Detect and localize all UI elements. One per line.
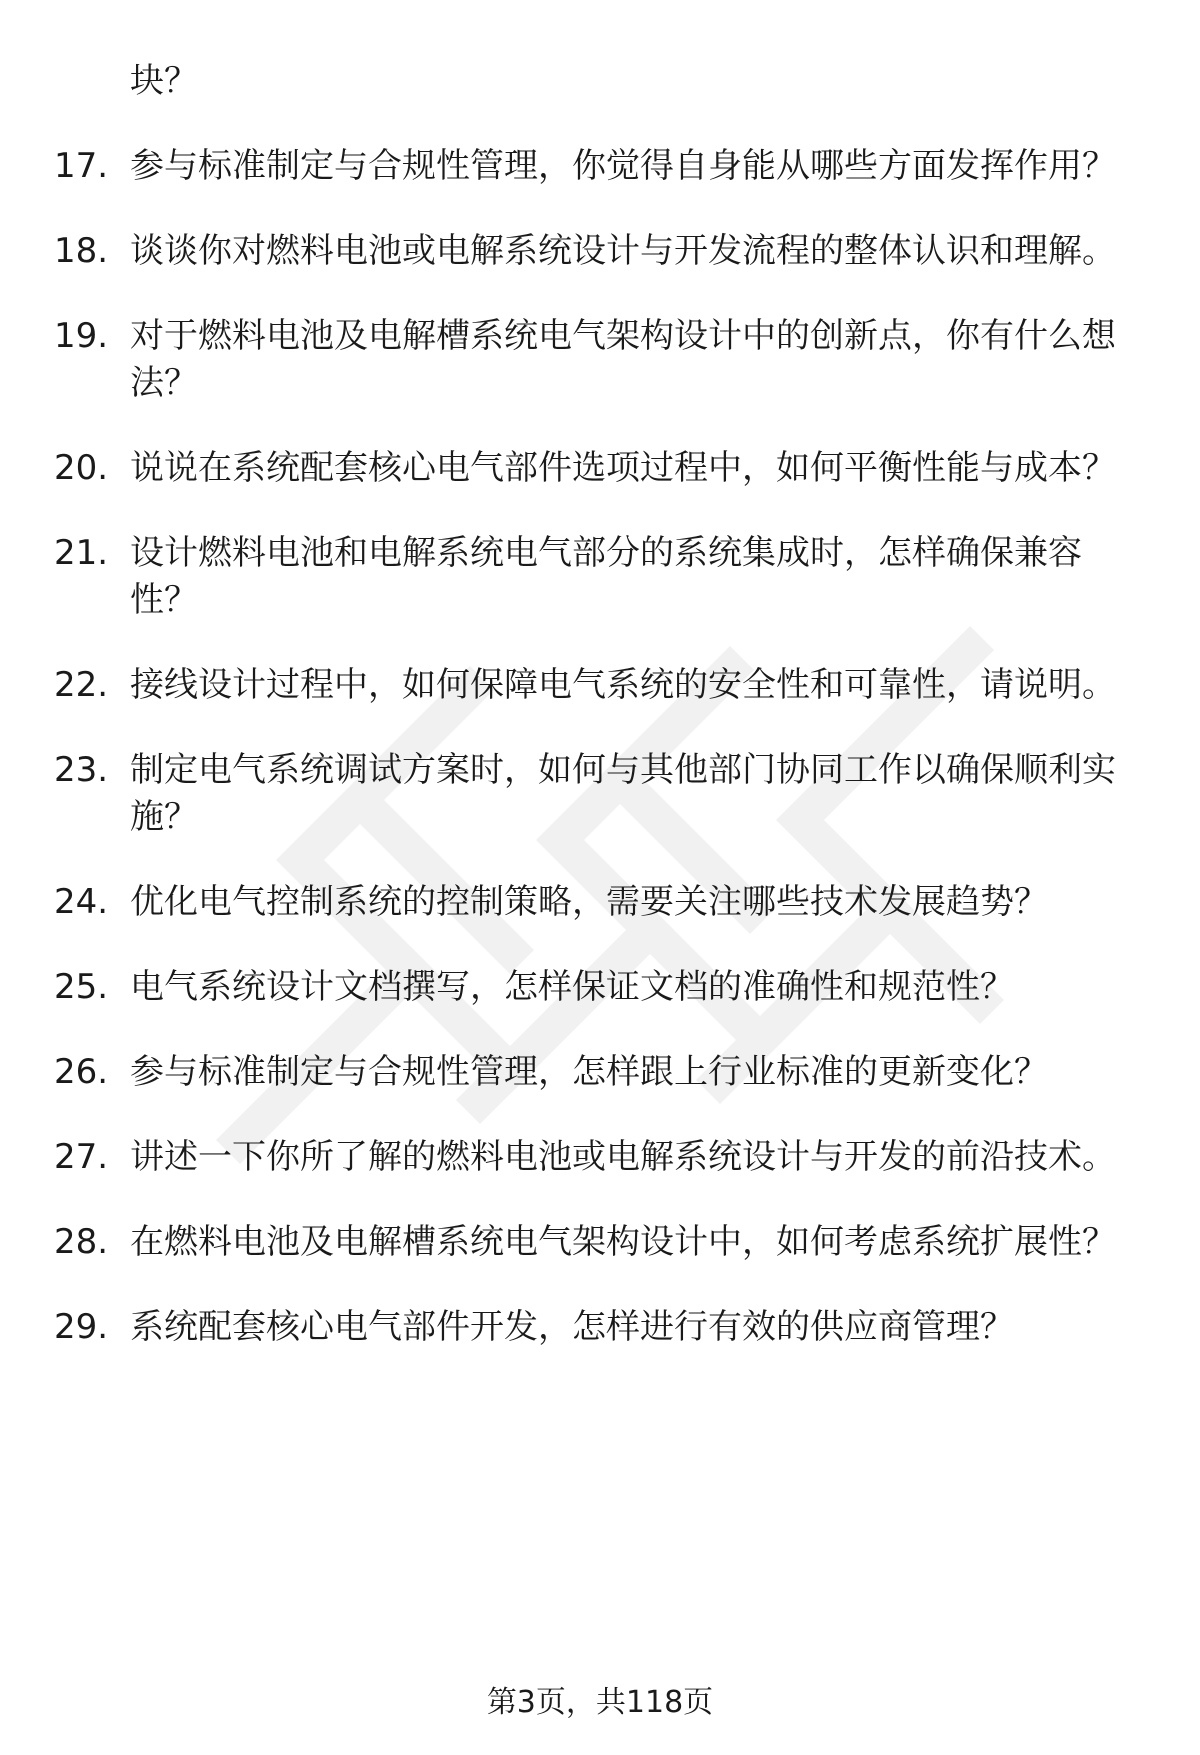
question-number: 29.	[54, 1307, 109, 1347]
question-text: 制定电气系统调试方案时，如何与其他部门协同工作以确保顺利实施？	[130, 750, 1116, 837]
question-item	[0, 445, 1200, 492]
question-text: 参与标准制定与合规性管理，你觉得自身能从哪些方面发挥作用？	[130, 146, 1116, 186]
question-text: 系统配套核心电气部件开发，怎样进行有效的供应商管理？	[130, 1307, 1014, 1347]
question-item	[0, 1304, 1200, 1351]
question-number: 17.	[54, 146, 109, 186]
question-number: 21.	[54, 533, 109, 573]
question-number: 25.	[54, 967, 109, 1007]
question-text: 设计燃料电池和电解系统电气部分的系统集成时，怎样确保兼容性？	[130, 533, 1082, 620]
question-number: 18.	[54, 231, 109, 271]
question-number: 19.	[54, 316, 109, 356]
question-item	[0, 879, 1200, 926]
question-item	[0, 964, 1200, 1011]
question-text: 讲述一下你所了解的燃料电池或电解系统设计与开发的前沿技术。	[130, 1137, 1116, 1177]
question-item	[0, 1049, 1200, 1096]
question-item	[0, 1134, 1200, 1181]
question-text: 接线设计过程中，如何保障电气系统的安全性和可靠性，请说明。	[130, 665, 1116, 705]
question-text: 参与标准制定与合规性管理，怎样跟上行业标准的更新变化？	[130, 1052, 1048, 1092]
question-text: 在燃料电池及电解槽系统电气架构设计中，如何考虑系统扩展性？	[130, 1222, 1116, 1262]
question-item	[0, 662, 1200, 709]
question-text: 说说在系统配套核心电气部件选项过程中，如何平衡性能与成本？	[130, 448, 1116, 488]
question-text: 谈谈你对燃料电池或电解系统设计与开发流程的整体认识和理解。	[130, 231, 1116, 271]
continued-question-text: 块？	[130, 61, 198, 101]
question-number: 28.	[54, 1222, 109, 1262]
question-item	[0, 1219, 1200, 1266]
question-item	[0, 143, 1200, 190]
question-number: 26.	[54, 1052, 109, 1092]
question-list	[0, 143, 1200, 1389]
question-number: 27.	[54, 1137, 109, 1177]
question-item	[0, 747, 1200, 841]
question-text: 电气系统设计文档撰写，怎样保证文档的准确性和规范性？	[130, 967, 1014, 1007]
question-item	[0, 313, 1200, 407]
question-number: 23.	[54, 750, 109, 790]
question-item	[0, 228, 1200, 275]
question-text: 对于燃料电池及电解槽系统电气架构设计中的创新点，你有什么想法？	[130, 316, 1116, 403]
question-text: 优化电气控制系统的控制策略，需要关注哪些技术发展趋势？	[130, 882, 1048, 922]
question-number: 22.	[54, 665, 109, 705]
question-number: 20.	[54, 448, 109, 488]
question-item	[0, 530, 1200, 624]
page-number-footer: 第3页，共118页	[486, 1685, 714, 1720]
question-number: 24.	[54, 882, 109, 922]
